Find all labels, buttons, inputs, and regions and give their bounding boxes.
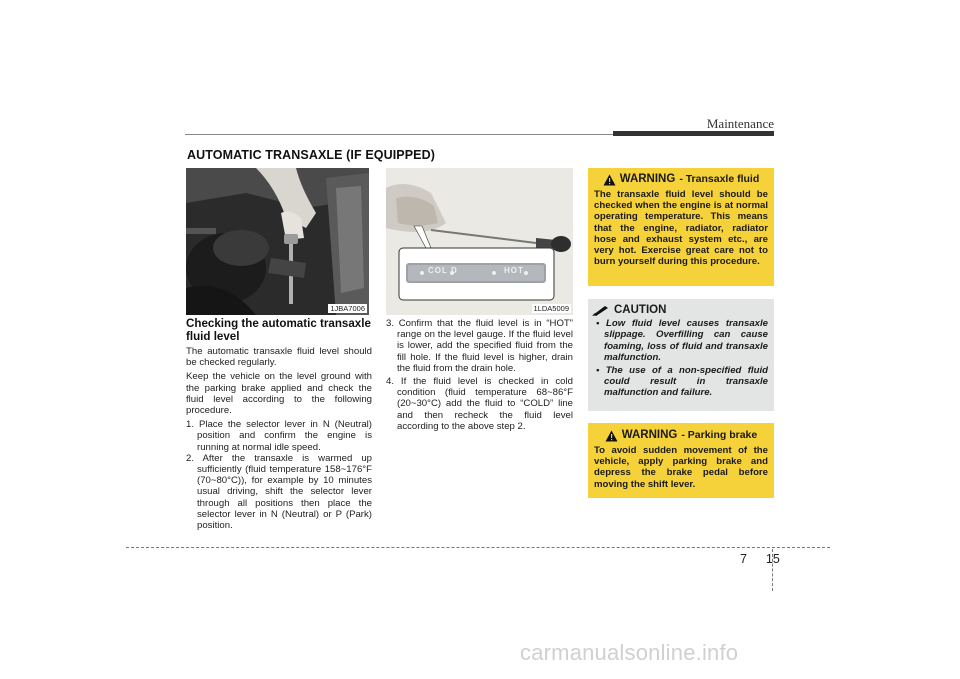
photo-code-1: 1JBA7006 xyxy=(330,304,365,313)
warning-1-header xyxy=(588,174,774,186)
page-number-separator xyxy=(772,549,773,591)
dipstick-photo xyxy=(186,168,369,315)
warning-1-label: WARNING xyxy=(619,173,676,186)
warning-1-topic: - Transaxle fluid xyxy=(679,173,760,186)
section-title: AUTOMATIC TRANSAXLE (IF EQUIPPED) xyxy=(187,148,435,162)
caution-box xyxy=(588,299,774,411)
warning-triangle-icon xyxy=(603,174,616,186)
caution-body xyxy=(588,316,774,398)
setup-paragraph: Keep the vehicle on the level ground with the parking brake applied and check the fluid level according to the following procedure. xyxy=(186,371,372,417)
warning-triangle-icon xyxy=(605,430,618,442)
caution-label: CAUTION xyxy=(614,304,667,316)
pencil-icon xyxy=(592,305,610,316)
procedure-subheading: Checking the automatic transaxle fluid level xyxy=(186,317,371,343)
page-number xyxy=(740,552,780,566)
step-3: 3. Confirm that the fluid level is in “HOT” range on the level gauge. If the fluid level is lower, add the specified fluid from the fill hole. If the fluid level is higher, drain the fluid from the drain hole. xyxy=(386,318,573,374)
gauge-cold-mark: COL D xyxy=(428,266,458,275)
photo-code-2: 1LDA5009 xyxy=(533,304,569,313)
warning-2-body: To avoid sudden movement of the vehicle, apply parking brake and depress the brake pedal before moving the shift lever. xyxy=(594,445,768,490)
step-1: 1. Place the selector lever in N (Neutral) position and confirm the engine is running at normal idle speed. xyxy=(186,419,372,453)
intro-paragraph: The automatic transaxle fluid level should be checked regularly. xyxy=(186,346,372,369)
warning-transaxle-fluid-box xyxy=(588,168,774,286)
caution-item-2: • The use of a non-specified fluid could result in transaxle malfunction and failure. xyxy=(596,365,768,399)
step-4: 4. If the fluid level is checked in cold condition (fluid temperature 68~86°F (20~30°C) add the fluid to “COLD” line and then recheck the fluid level according to the above step 2. xyxy=(386,376,573,432)
page-number-value: 15 xyxy=(765,552,780,566)
warning-1-body: The transaxle fluid level should be checked when the engine is at normal operating temperature. This means that the engine, radiator, radiator hose and exhaust system etc., are very hot. Exercise great care not to burn yourself during this procedure. xyxy=(594,189,768,268)
gauge-hot-mark: HOT xyxy=(504,266,524,275)
watermark: carmanualsonline.info xyxy=(520,640,739,665)
page-header-title: Maintenance xyxy=(706,116,774,131)
warning-2-header xyxy=(588,430,774,442)
chapter-number: 7 xyxy=(740,552,747,566)
caution-header xyxy=(588,305,774,316)
middle-text-column xyxy=(386,318,573,432)
warning-parking-brake-box xyxy=(588,423,774,498)
warning-2-topic: - Parking brake xyxy=(681,429,758,442)
step-2: 2. After the transaxle is warmed up sufficiently (fluid temperature 158~176°F (70~80°C)), for example by 10 minutes usual driving, shift the selector lever through all positions then place the selector lever in N (Neutral) or P (Park) position. xyxy=(186,452,372,532)
left-text-column xyxy=(186,318,372,531)
level-gauge-illustration xyxy=(386,168,573,315)
level-gauge-photo xyxy=(386,168,573,315)
footer-rule xyxy=(126,547,830,548)
engine-bay-illustration xyxy=(186,168,369,315)
warning-2-label: WARNING xyxy=(621,429,678,442)
header-accent-bar xyxy=(613,131,774,136)
caution-item-1: • Low fluid level causes transaxle slippage. Overfilling can cause foaming, loss of fluid and transaxle malfunction. xyxy=(596,318,768,363)
